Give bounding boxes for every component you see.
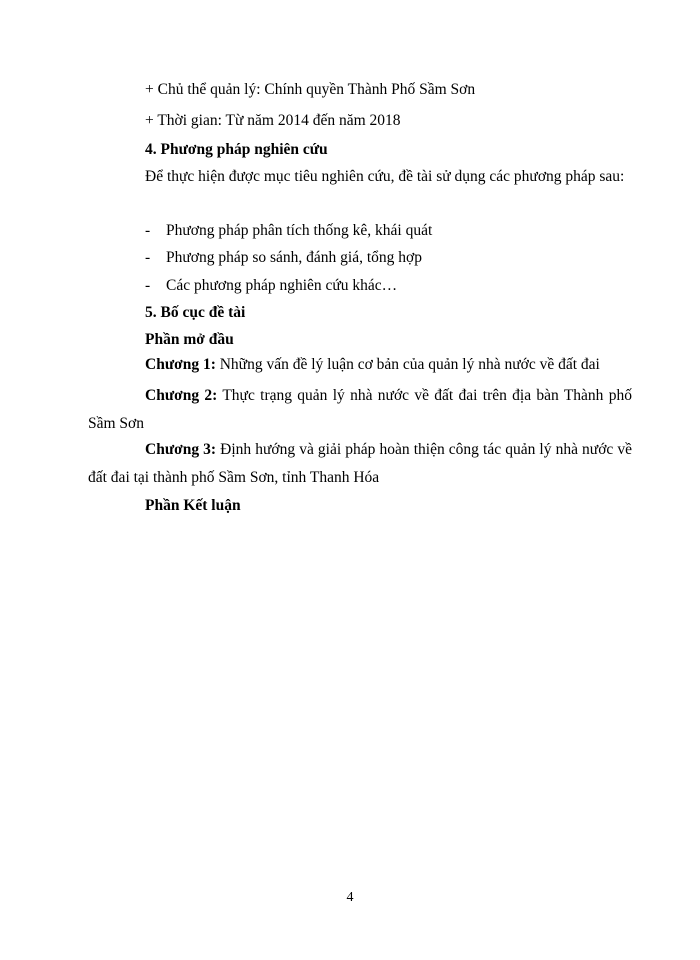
chapter-text: Những vấn đề lý luận cơ bản của quản lý nhà nước về đất đai <box>215 356 600 373</box>
methods-heading: 4. Phương pháp nghiên cứu <box>145 141 328 158</box>
list-item-text: Phương pháp so sánh, đánh giá, tổng hợp <box>166 249 422 266</box>
chapter-1 <box>88 351 632 379</box>
structure-heading: 5. Bố cục đề tài <box>145 304 246 321</box>
list-item-text: Các phương pháp nghiên cứu khác… <box>166 277 398 294</box>
methods-intro: Để thực hiện được mục tiêu nghiên cứu, đề tài sử dụng các phương pháp sau: <box>145 168 625 185</box>
list-item-text: Phương pháp phân tích thống kê, khái quát <box>166 222 433 239</box>
chapter-text: Định hướng và giải pháp hoàn thiện công tác quản lý nhà nước về đất đai tại thành phố Sầm Sơn, tỉnh Thanh Hóa <box>88 441 632 486</box>
chapter-label: Chương 3: <box>145 441 217 458</box>
intro-part: Phần mở đầu <box>145 331 234 348</box>
page-number: 4 <box>346 890 354 905</box>
chapter-label: Chương 2: <box>145 387 218 404</box>
chapter-label: Chương 1: <box>145 356 216 373</box>
bullet-marker: - <box>145 249 151 266</box>
chapter-text: Thực trạng quản lý nhà nước về đất đai trên địa bàn Thành phố Sầm Sơn <box>88 387 632 432</box>
conclusion-part: Phần Kết luận <box>145 497 241 514</box>
chapter-2 <box>88 382 632 437</box>
chapter-3 <box>88 436 632 491</box>
scope-time: + Thời gian: Từ năm 2014 đến năm 2018 <box>145 112 401 129</box>
bullet-marker: - <box>145 222 151 239</box>
bullet-marker: - <box>145 277 151 294</box>
scope-subject: + Chủ thể quản lý: Chính quyền Thành Phố Sầm Sơn <box>145 81 476 98</box>
